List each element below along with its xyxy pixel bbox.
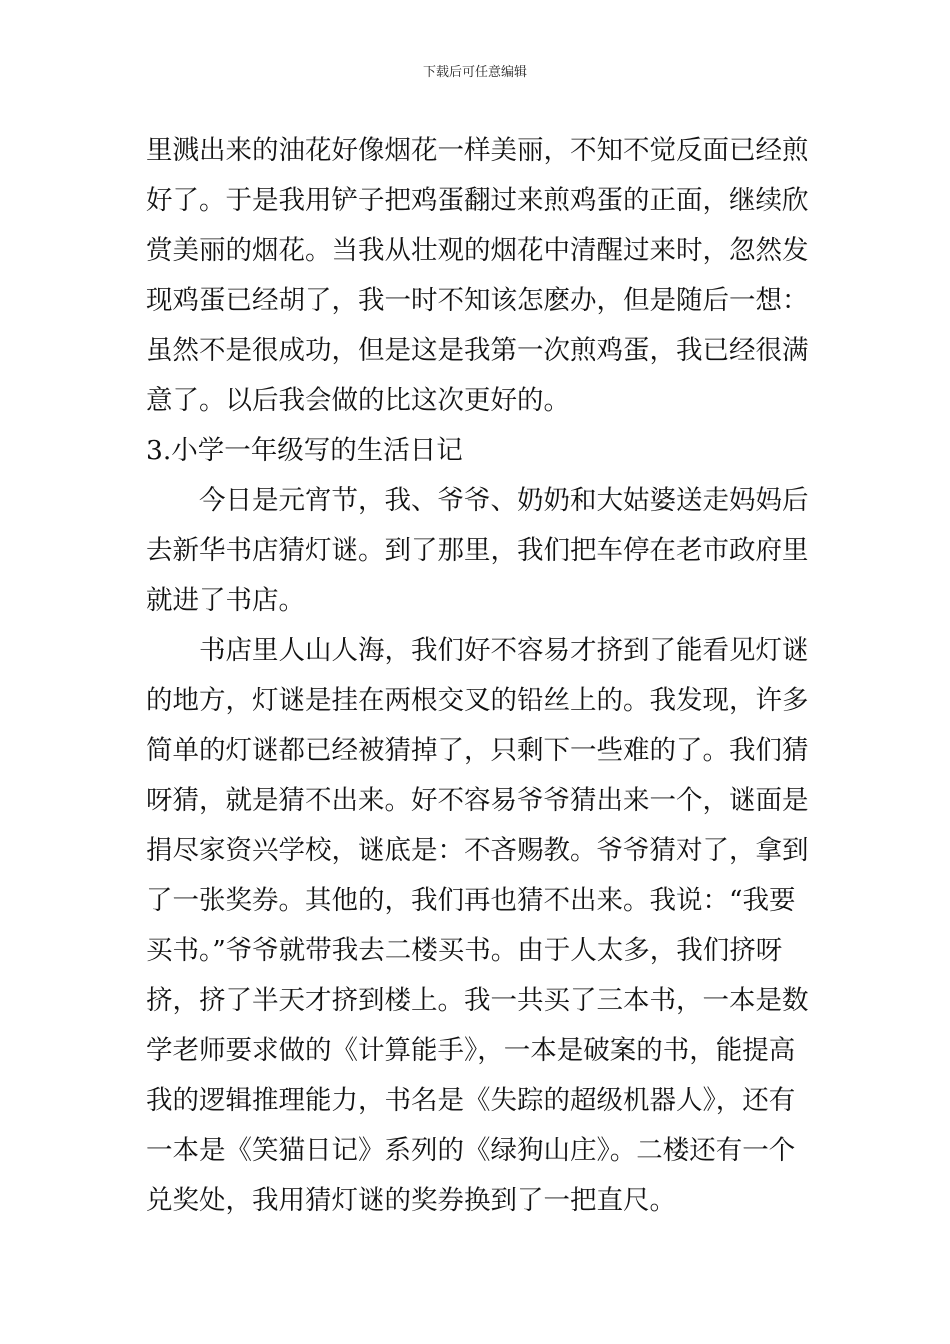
text-line: 意了。以后我会做的比这次更好的。 bbox=[146, 385, 570, 416]
text-line: 里溅出来的油花好像烟花一样美丽，不知不觉反面已经煎 bbox=[146, 135, 809, 166]
page-header: 下载后可任意编辑 bbox=[422, 65, 527, 80]
text-line: 买书。”爷爷就带我去二楼买书。由于人太多，我们挤呀 bbox=[146, 935, 783, 966]
text-line: 捐尽家资兴学校，谜底是：不吝赐教。爷爷猜对了，拿到 bbox=[146, 835, 809, 866]
text-line: 挤，挤了半天才挤到楼上。我一共买了三本书，一本是数 bbox=[146, 985, 809, 1016]
text-line: 书店里人山人海，我们好不容易才挤到了能看见灯谜 bbox=[199, 635, 809, 666]
text-line: 我的逻辑推理能力，书名是《失踪的超级机器人》，还有 bbox=[146, 1085, 796, 1116]
text-line: 虽然不是很成功，但是这是我第一次煎鸡蛋，我已经很满 bbox=[146, 335, 809, 366]
text-line: 今日是元宵节，我、爷爷、奶奶和大姑婆送走妈妈后 bbox=[199, 485, 809, 516]
text-line: 一本是《笑猫日记》系列的《绿狗山庄》。二楼还有一个 bbox=[146, 1135, 796, 1166]
text-line: 学老师要求做的《计算能手》，一本是破案的书，能提高 bbox=[146, 1035, 796, 1066]
text-line: 赏美丽的烟花。当我从壮观的烟花中清醒过来时，忽然发 bbox=[146, 235, 809, 266]
text-line: 了一张奖券。其他的，我们再也猜不出来。我说：“我要 bbox=[146, 885, 796, 916]
text-line: 简单的灯谜都已经被猜掉了，只剩下一些难的了。我们猜 bbox=[146, 735, 809, 766]
text-line: 好了。于是我用铲子把鸡蛋翻过来煎鸡蛋的正面，继续欣 bbox=[146, 185, 809, 216]
text-line: 兑奖处，我用猜灯谜的奖券换到了一把直尺。 bbox=[146, 1185, 676, 1216]
text-line: 去新华书店猜灯谜。到了那里，我们把车停在老市政府里 bbox=[146, 535, 809, 566]
text-line: 呀猜，就是猜不出来。好不容易爷爷猜出来一个，谜面是 bbox=[146, 785, 809, 816]
text-line: 就进了书店。 bbox=[146, 585, 305, 616]
document-body bbox=[146, 126, 809, 1226]
text-line: 现鸡蛋已经胡了，我一时不知该怎麽办，但是随后一想： bbox=[146, 285, 809, 316]
text-line: 的地方，灯谜是挂在两根交叉的铅丝上的。我发现，许多 bbox=[146, 685, 809, 716]
text-line: 3.小学一年级写的生活日记 bbox=[146, 435, 463, 466]
